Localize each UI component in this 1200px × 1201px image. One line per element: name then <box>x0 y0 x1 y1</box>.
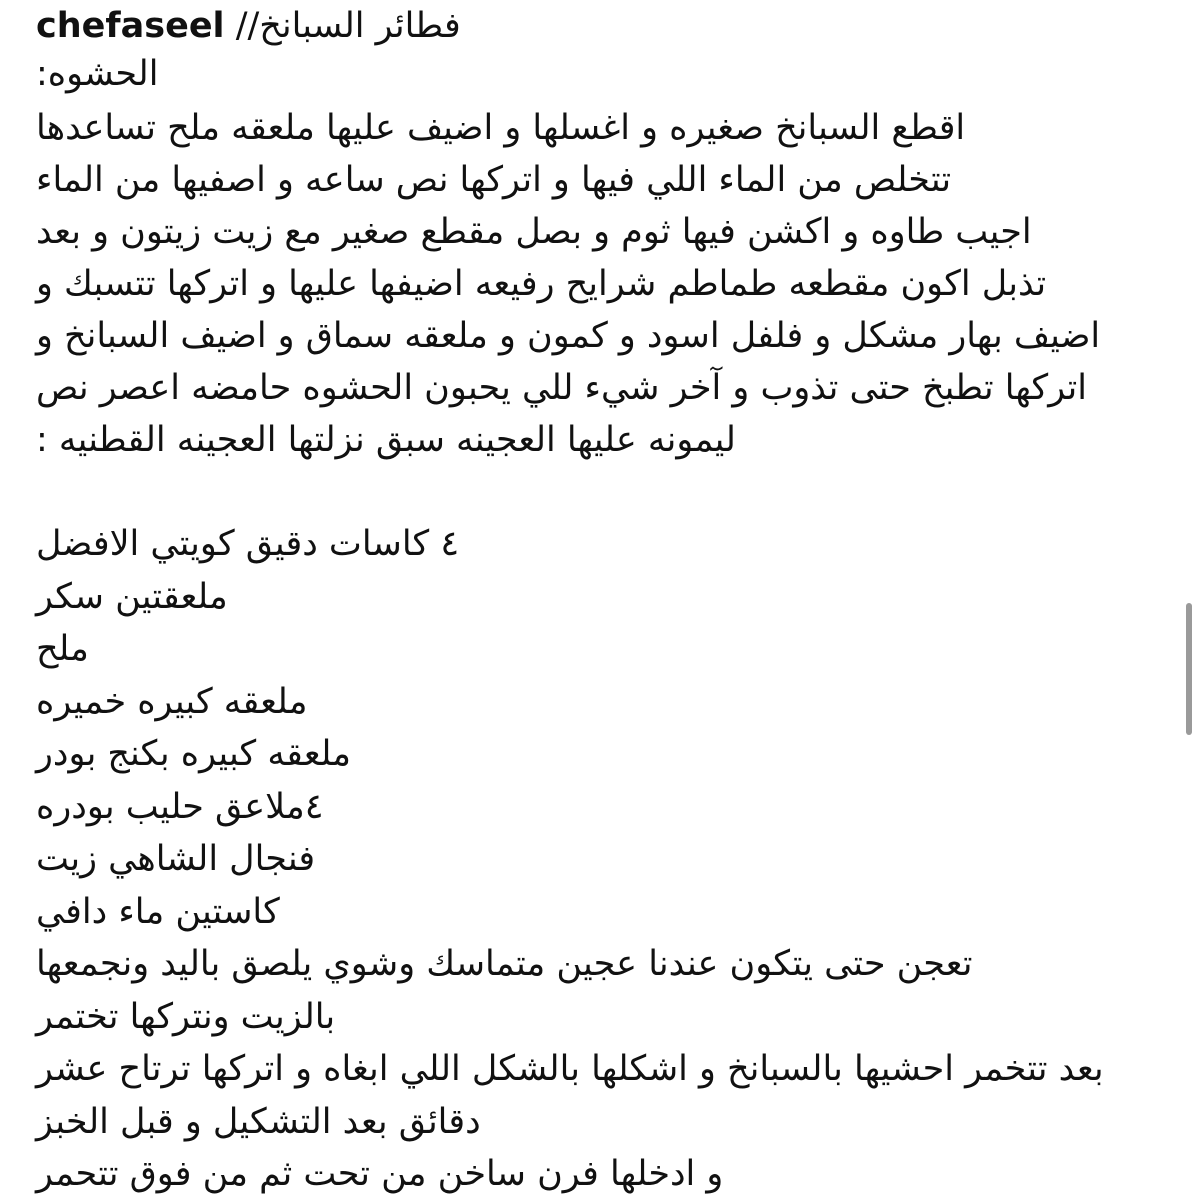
blank-line <box>36 466 1166 518</box>
ingredient-line-8: كاستين ماء دافي <box>36 891 280 932</box>
title-separator: // <box>235 6 260 46</box>
filling-line-7: ليمونه عليها العجينه سبق نزلتها العجينه القطنيه : <box>36 420 736 460</box>
recipe-title-arabic: فطائر السبانخ <box>259 6 461 46</box>
recipe-note <box>36 0 1166 1201</box>
scrollbar-thumb[interactable] <box>1186 603 1192 735</box>
filling-line-3: اجيب طاوه و اكشن فيها ثوم و بصل مقطع صغير مع زيت زيتون و بعد <box>36 212 1032 252</box>
filling-line-6: اتركها تطبخ حتى تذوب و آخر شيء للي يحبون الحشوه حامضه اعصر نص <box>36 368 1087 408</box>
filling-heading: الحشوه: <box>36 54 159 94</box>
filling-line-2: تتخلص من الماء اللي فيها و اتركها نص ساعه و اصفيها من الماء <box>36 160 952 200</box>
filling-instructions <box>36 102 1166 466</box>
ingredient-line-2: ملعقتين سكر <box>36 576 228 617</box>
ingredient-line-6: ٤ملاعق حليب بودره <box>36 786 324 827</box>
method-line-1: تعجن حتى يتكون عندنا عجين متماسك وشوي يلصق باليد ونجمعها <box>36 944 973 984</box>
filling-line-4: تذبل اكون مقطعه طماطم شرايح رفيعه اضيفها عليها و اتركها تتسبك و <box>36 264 1047 304</box>
method-line-5: و ادخلها فرن ساخن من تحت ثم من فوق تتحمر <box>36 1154 724 1194</box>
filling-line-1: اقطع السبانخ صغيره و اغسلها و اضيف عليها ملعقه ملح تساعدها <box>36 108 966 148</box>
brand-name: chefaseel <box>36 6 225 46</box>
ingredient-line-4: ملعقه كبيره خميره <box>36 681 308 722</box>
method-line-2: بالزيت ونتركها تختمر <box>36 996 336 1037</box>
ingredient-line-7: فنجال الشاهي زيت <box>36 839 316 879</box>
ingredient-line-3: ملح <box>36 629 89 669</box>
method-line-4: دقائق بعد التشكيل و قبل الخبز <box>36 1101 481 1142</box>
method-line-3: بعد تتخمر احشيها بالسبانخ و اشكلها بالشكل اللي ابغاه و اتركها ترتاح عشر <box>36 1049 1104 1089</box>
ingredient-line-5: ملعقه كبيره بكنج بودر <box>36 734 352 774</box>
recipe-title <box>36 0 1166 44</box>
filling-line-5: اضيف بهار مشكل و فلفل اسود و كمون و ملعقه سماق و اضيف السبانخ و <box>36 316 1101 356</box>
ingredient-line-1: ٤ كاسات دقيق كويتي الافضل <box>36 524 460 564</box>
dough-ingredients <box>36 518 1166 1201</box>
